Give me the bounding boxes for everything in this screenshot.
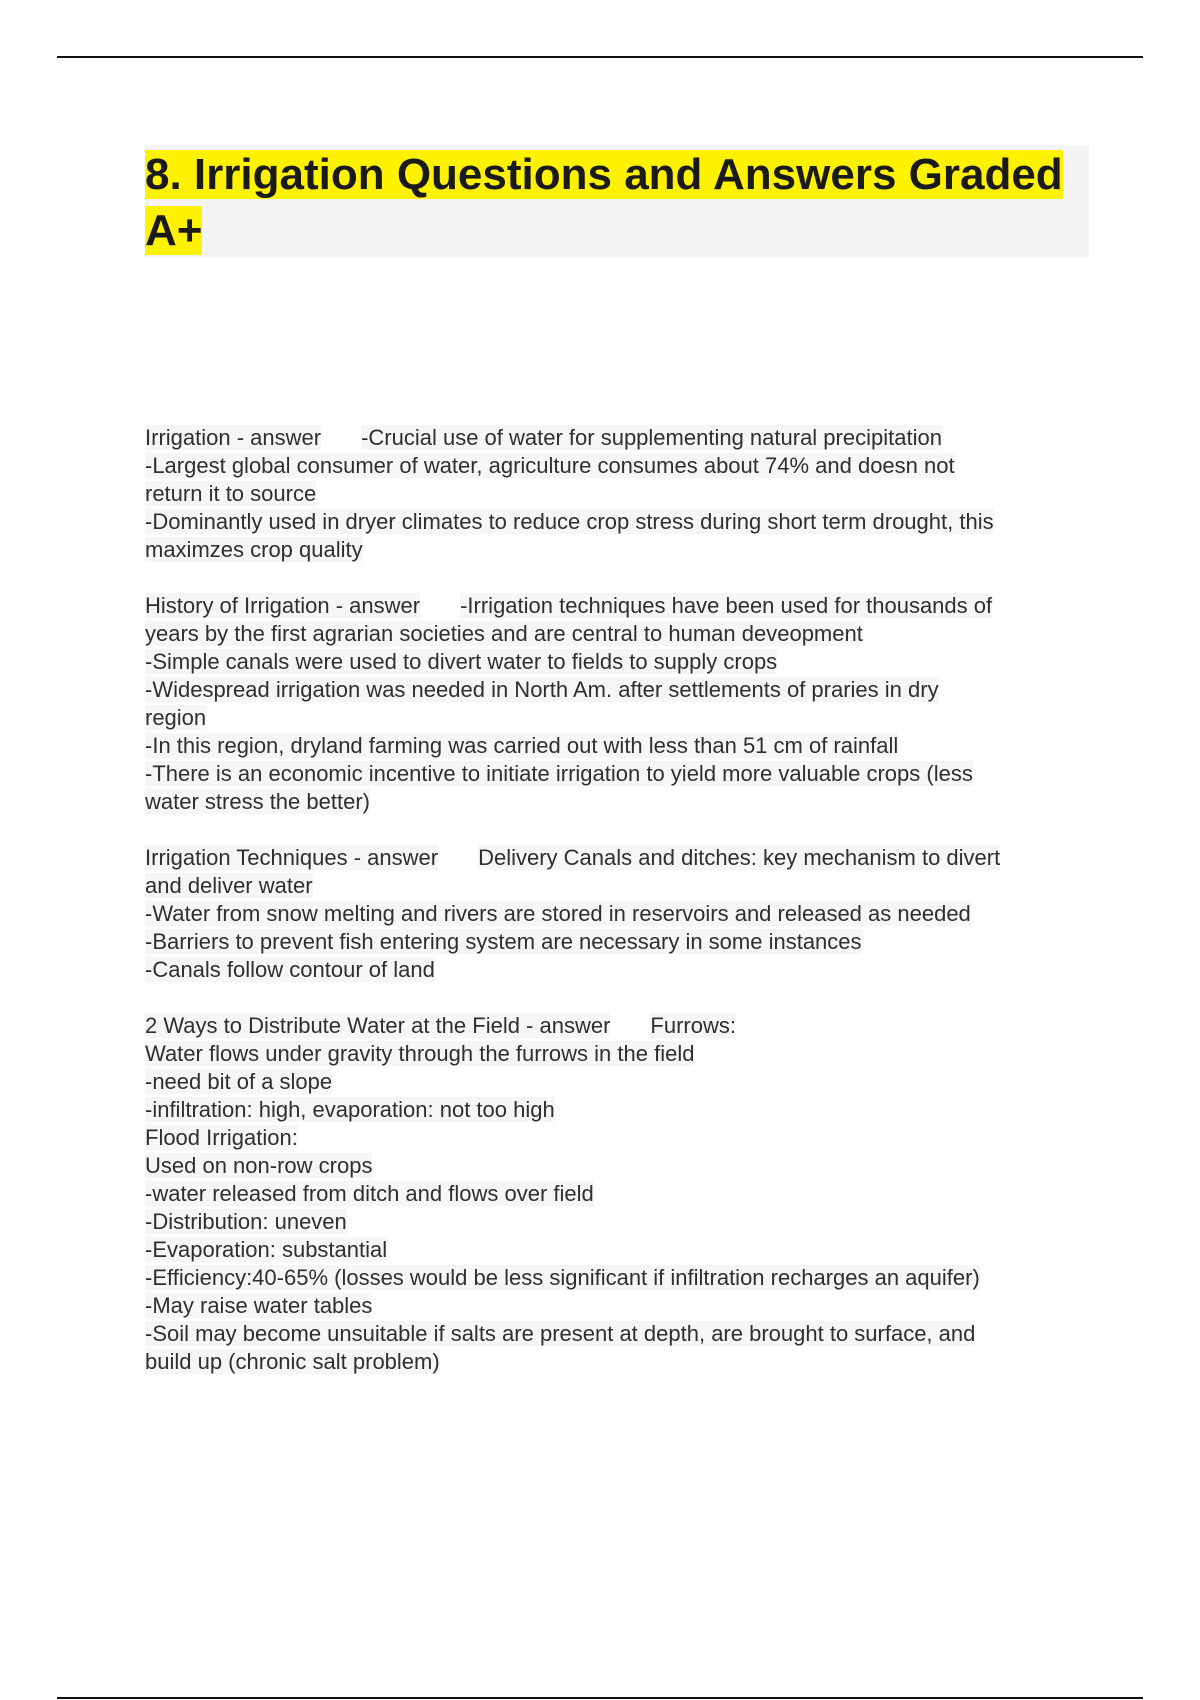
answer-line: -need bit of a slope bbox=[145, 1069, 333, 1094]
answer-line: -Barriers to prevent fish entering system are necessary in some instances bbox=[145, 929, 862, 954]
answer-line: -Largest global consumer of water, agriculture consumes about 74% and doesn not bbox=[145, 453, 955, 478]
bottom-rule bbox=[57, 1697, 1143, 1699]
answer-line-wrap bbox=[145, 1348, 1095, 1376]
answer-line: -Soil may become unsuitable if salts are present at depth, are brought to surface, and bbox=[145, 1321, 976, 1346]
answer-line-wrap bbox=[145, 648, 1095, 676]
answer-line: maximzes crop quality bbox=[145, 537, 363, 562]
answer-line: region bbox=[145, 705, 207, 730]
answer-line: water stress the better) bbox=[145, 789, 370, 814]
answer-line-wrap bbox=[145, 872, 1095, 900]
answer-line-wrap bbox=[145, 1068, 1095, 1096]
answer-line: Water flows under gravity through the furrows in the field bbox=[145, 1041, 695, 1066]
answer-line: -There is an economic incentive to initiate irrigation to yield more valuable crops (less bbox=[145, 761, 973, 786]
answer-line: -Simple canals were used to divert water to fields to supply crops bbox=[145, 649, 778, 674]
answer-line-wrap bbox=[145, 480, 1095, 508]
answer-line-wrap bbox=[145, 1124, 1095, 1152]
answer-line-wrap bbox=[145, 676, 1095, 704]
answer-line-wrap bbox=[145, 1236, 1095, 1264]
answer-line: Used on non-row crops bbox=[145, 1153, 373, 1178]
answer-line: -Water from snow melting and rivers are stored in reservoirs and released as needed bbox=[145, 901, 971, 926]
answer-line-wrap bbox=[145, 452, 1095, 480]
answer-line-wrap bbox=[145, 536, 1095, 564]
answer-line-wrap bbox=[145, 1292, 1095, 1320]
question-label: 2 Ways to Distribute Water at the Field - answer bbox=[145, 1013, 611, 1038]
answer-line-wrap bbox=[145, 1152, 1095, 1180]
answer-line: -May raise water tables bbox=[145, 1293, 373, 1318]
qa-content bbox=[145, 424, 1095, 1404]
answer-line: -Dominantly used in dryer climates to reduce crop stress during short term drought, this bbox=[145, 509, 994, 534]
answer-line: years by the first agrarian societies and are central to human deveopment bbox=[145, 621, 863, 646]
answer-line-wrap bbox=[145, 620, 1095, 648]
qa-section-history bbox=[145, 592, 1095, 816]
answer-line-wrap bbox=[145, 1040, 1095, 1068]
qa-section-irrigation bbox=[145, 424, 1095, 564]
answer-line-wrap bbox=[145, 1208, 1095, 1236]
answer-line-wrap bbox=[145, 704, 1095, 732]
answer-line: -In this region, dryland farming was carried out with less than 51 cm of rainfall bbox=[145, 733, 899, 758]
answer-line: Flood Irrigation: bbox=[145, 1125, 298, 1150]
qa-first-line bbox=[145, 844, 1095, 872]
answer-line: and deliver water bbox=[145, 873, 313, 898]
answer-line-wrap bbox=[145, 1320, 1095, 1348]
answer-line: -Efficiency:40-65% (losses would be less significant if infiltration recharges an aquifer) bbox=[145, 1265, 980, 1290]
answer-line: -water released from ditch and flows over field bbox=[145, 1181, 594, 1206]
answer-line-wrap bbox=[145, 1096, 1095, 1124]
qa-first-line bbox=[145, 592, 1095, 620]
highlighted-title: 8. Irrigation Questions and Answers Graded A+ bbox=[145, 150, 1063, 255]
answer-line-wrap bbox=[145, 788, 1095, 816]
qa-section-distribution bbox=[145, 1012, 1095, 1376]
question-label: Irrigation Techniques - answer bbox=[145, 845, 439, 870]
document-title bbox=[145, 147, 1089, 259]
answer-line: -Distribution: uneven bbox=[145, 1209, 347, 1234]
answer-line: -infiltration: high, evaporation: not too high bbox=[145, 1097, 555, 1122]
qa-first-line bbox=[145, 1012, 1095, 1040]
answer-line: Delivery Canals and ditches: key mechanism to divert bbox=[478, 845, 1001, 870]
answer-line-wrap bbox=[145, 760, 1095, 788]
answer-line-wrap bbox=[145, 732, 1095, 760]
answer-line: build up (chronic salt problem) bbox=[145, 1349, 440, 1374]
answer-line: -Widespread irrigation was needed in North Am. after settlements of praries in dry bbox=[145, 677, 939, 702]
answer-line: -Irrigation techniques have been used for thousands of bbox=[460, 593, 993, 618]
question-label: History of Irrigation - answer bbox=[145, 593, 421, 618]
answer-line-wrap bbox=[145, 1264, 1095, 1292]
answer-line: Furrows: bbox=[650, 1013, 736, 1038]
top-rule bbox=[57, 56, 1143, 58]
answer-line: -Canals follow contour of land bbox=[145, 957, 435, 982]
qa-section-techniques bbox=[145, 844, 1095, 984]
answer-line: -Crucial use of water for supplementing natural precipitation bbox=[361, 425, 942, 450]
answer-line-wrap bbox=[145, 1180, 1095, 1208]
answer-line-wrap bbox=[145, 956, 1095, 984]
answer-line-wrap bbox=[145, 508, 1095, 536]
answer-line: -Evaporation: substantial bbox=[145, 1237, 388, 1262]
qa-first-line bbox=[145, 424, 1095, 452]
answer-line-wrap bbox=[145, 928, 1095, 956]
answer-line-wrap bbox=[145, 900, 1095, 928]
question-label: Irrigation - answer bbox=[145, 425, 322, 450]
answer-line: return it to source bbox=[145, 481, 317, 506]
